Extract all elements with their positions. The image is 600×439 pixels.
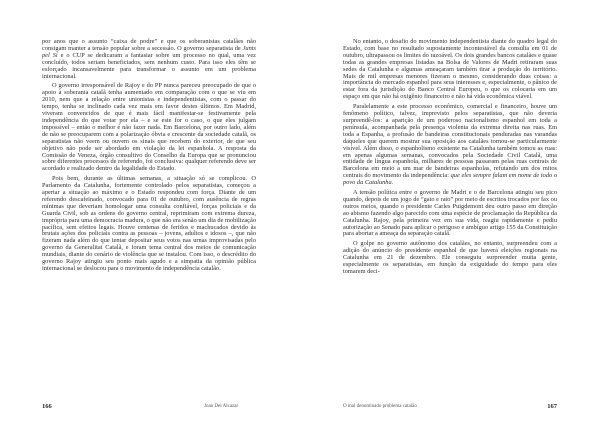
paragraph: O governo irresponsável de Rajoy e do PP nunca pareceu preocupado de que o apoio à soberania catalã tenha aumentado em comparação com o que se viu em 2010, nem que a relação entre unionistas e independentistas, com o passar do tempo, tenha se inclinado cada vez mais em favor destes últimos. Em Madrid, viveram convencidos de que é mais fácil manifestar-se festivamente pela independência do que votar por ela – e se este for o caso, o que eles julgam impossível – então o melhor é não fazer nada. Em Barcelona, por outro lado, além de não se preocuparem com a polarização óbvia e crescente da sociedade catalã, os separatistas não veem ou ouvem os sinais que recebem do exterior, de que seu objetivo não pode ser abordado em violação da lei espanhola. A resposta da Comissão de Veneza, órgão consultivo do Conselho da Europa que se pronunciou sobre diferentes processos de referendo, foi conclusiva: qualquer referendo deve ser acordado e realizado dentro da legalidade do Estado. [42, 82, 256, 173]
paragraph-text: e o CUP se dedicaram a fantasiar sobre um processo no qual, uma vez concluído, todos seriam beneficiados, sem nenhum custo. Para isso eles têm se esforçado incansavelmente para transformar o assunto em um problema internacional. [42, 51, 256, 80]
paragraph-text: por anos que o assunto “caixa de podre” e que os soberanistas catalães não consigam manter a tensão popular sobre a secessão. O governo separatista de [42, 38, 256, 52]
paragraph: Pois bem, durante as últimas semanas, a situação só se complicou. O Parlamento da Catalunha, fortemente controlado pelos separatistas, começou a apertar a situação ao máximo e o Estado respondeu com força. Diante de um referendo descafeinado, convocado para 01 de outubro, com ausência de regras mínimas que deveriam homologar uma consulta confiável, forças policiais e da Guarda Civil, sob as ordens do governo central, reprimiram com extrema dureza, imprópria para uma democracia madura, o que não era senão um dia de mobilização pacífica, sem efeitos legais. Houve centenas de feridos e machucados devido às brutais ações dos policiais contra as pessoas – jovens, adultos e idosos –, que não fizeram nada além do que tentar depositar seus votos nas urnas improvisadas pelo governo da Generalitat Catalã, e foram tema central dos meios de comunicação mundiais, diante do cenário de violência que se instalou. Com isso, o descrédito do governo Rajoy atingiu seu ponto mais agudo e a simpatia da opinião pública internacional se deslocou para o movimento de independência catalão. [42, 175, 256, 272]
paragraph-text: Paralelamente a este processo econômico, comercial e financeiro, houve um fenômeno político, talvez, imprevisto pelos separatistas, que não deveria surpreendê-los: a aparição de um poderoso nacionalismo espanhol em toda a península, acompanhada pela presença violenta da extrema direita nas ruas. Em toda a Espanha, a profusão de bandeiras constitucionais penduradas nas varandas daqueles que querem mostrar sua oposição aos catalães tornou-se particularmente visível. Além disso, o espanholismo existente na Catalunha também tomou as ruas: em apenas algumas semanas, convocados pela Sociedade Civil Catalã, uma entidade de língua espanhola, milhares de pessoas passaram pelas ruas centrais de Barcelona em meio a um mar de bandeiras espanholas, refutando um dos mitos centrais do movimento da independência: [343, 103, 557, 180]
running-footer-title: O mal denominado problema catalão [343, 404, 417, 409]
page-number: 167 [547, 403, 557, 410]
paragraph: A tensão política entre o governo de Madri e o de Barcelona atingiu seu pico quando, depois de um jogo de “gato e rato” por meio de escritos trocados por fax ou outros meios, quando o presidente Carles Puigdemont deu outro passo em direção ao abismo fazendo algo parecido com uma espécie de proclamação da República da Catalunha. Rajoy, pela primeira vez em sua vida, reagiu rapidamente e pediu autorização ao Senado para aplicar o perigoso e ambíguo artigo 155 da Constituição para abortar a ameaça da separação catalã. [343, 189, 557, 238]
italic-text: que eles sempre falam em nome de todo o povo da Catalunha [343, 172, 557, 187]
italic-text: Junts pel Sí [42, 44, 256, 59]
right-page-body [343, 39, 557, 279]
paragraph: No entanto, o desafio do movimento independentista diante do quadro legal do Estado, com base no resultado supostamente incontestável da consulta em 01 de outubro, ultrapassou os limites do razoável. Os dois grandes bancos catalães e quase todas as grandes empresas listadas na Bolsa de Valores de Madri retiraram suas sedes da Catalunha e algumas ameaçaram também tirar a produção do território. Mais de mil empresas menores fizeram o mesmo, considerando duas coisas: a importância do mercado espanhol para seus interesses e, especialmente, o pânico de estar fora da jurisdição do Banco Central Europeu, o que os colocaria em um espaço em que não há oxigênio financeiro e não há vida econômica viável. [343, 38, 557, 101]
paragraph [42, 39, 256, 80]
paragraph: O golpe no governo autônomo dos catalães, no entanto, surpreendeu com a adição do anúncio do presidente espanhol de que haverá eleições regionais na Catalunha em 21 de dezembro. Ele conseguiu surpreender muita gente, especialmente os separatistas, em função da exiguidade do tempo para eles tomarem deci- [343, 240, 557, 275]
paragraph-text: . [391, 179, 394, 187]
left-page-body [42, 39, 256, 276]
right-page [300, 0, 600, 439]
paragraph [343, 104, 557, 187]
page-number: 166 [42, 403, 52, 410]
running-footer-author: Joan Del Alcazar [204, 404, 239, 409]
